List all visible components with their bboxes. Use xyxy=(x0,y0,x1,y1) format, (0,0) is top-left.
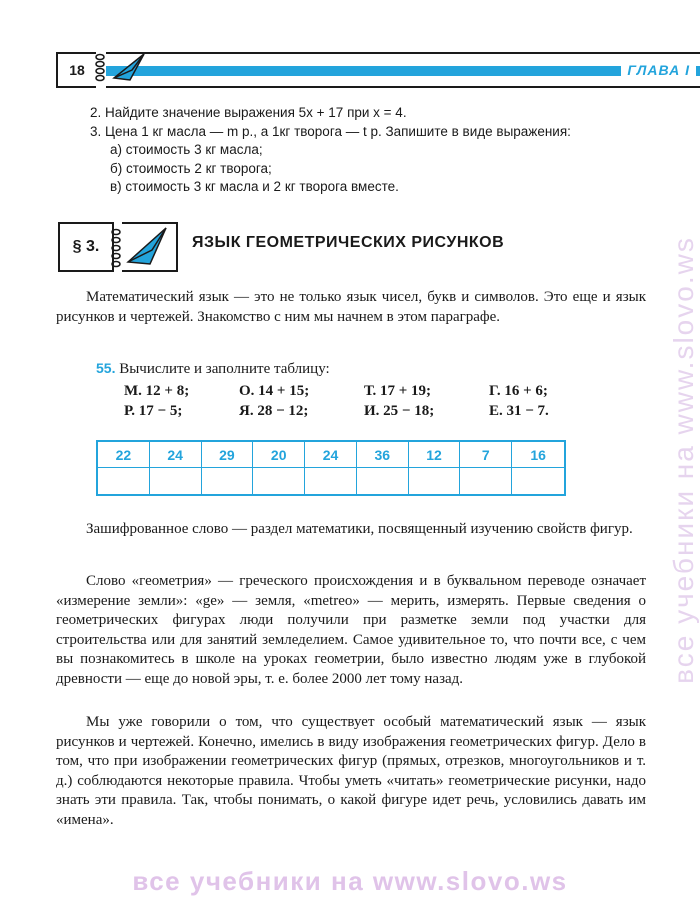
table-value-cell: 20 xyxy=(253,442,305,468)
expression: Я. 28 − 12; xyxy=(239,403,309,419)
section-icon-box xyxy=(122,222,178,272)
table-value-cell: 24 xyxy=(150,442,202,468)
spiral-binding-icon xyxy=(94,50,106,86)
expression-row-1 xyxy=(96,381,616,401)
task-3a: а) стоимость 3 кг масла; xyxy=(110,142,263,157)
exercise-number: 55. xyxy=(96,360,116,376)
table-answer-cell xyxy=(460,468,512,494)
table-value-cell: 29 xyxy=(202,442,254,468)
table-answer-cell xyxy=(202,468,254,494)
table-answer-cell xyxy=(305,468,357,494)
table-answer-cell xyxy=(357,468,409,494)
section-header xyxy=(58,222,618,272)
chapter-label: ГЛАВА I xyxy=(621,62,696,78)
table-answer-cell xyxy=(409,468,461,494)
expression: Р. 17 − 5; xyxy=(124,403,183,419)
task-3c: в) стоимость 3 кг масла и 2 кг творога вместе. xyxy=(110,179,399,194)
paragraph-intro: Математический язык — это не только язык чисел, букв и символов. Это еще и язык рисунков и чертежей. Знакомство с ним мы начнем в этом параграфе. xyxy=(56,289,646,325)
table-value-cell: 22 xyxy=(98,442,150,468)
table-answer-cell xyxy=(512,468,564,494)
expression: Г. 16 + 6; xyxy=(489,383,548,399)
paper-plane-icon xyxy=(112,52,146,82)
expression: О. 14 + 15; xyxy=(239,383,310,399)
paragraph-geometry-origin: Слово «геометрия» — греческого происхождения и в буквальном переводе означает «измерение земли»: «ge» — земля, «metreo» — мерить, измерять. Первые сведения о геометрических фигурах люди получили при разметке земли под участки для строительства или для занятий земледелием. Самое удивительное то, что почти все, с чем вы познакомитесь в школе на уроках геометрии, было известно людям уже в глубокой древности — еще до новой эры, т. е. более 2000 лет тому назад. xyxy=(56,573,646,687)
table-value-cell: 7 xyxy=(460,442,512,468)
task-3b: б) стоимость 2 кг творога; xyxy=(110,160,272,176)
header-stripe xyxy=(106,66,700,76)
paragraph-encoded-word: Зашифрованное слово — раздел математики, посвященный изучению свойств фигур. xyxy=(86,521,633,537)
expression: Е. 31 − 7. xyxy=(489,403,549,419)
task-2: 2. Найдите значение выражения 5x + 17 при x = 4. xyxy=(90,105,407,120)
side-watermark: все учебники на www.slovo.ws xyxy=(668,236,699,684)
page-header xyxy=(56,50,700,86)
exercise-55 xyxy=(96,358,616,421)
answer-table xyxy=(96,440,566,496)
task-3: 3. Цена 1 кг масла — m р., а 1кг творога — t р. Запишите в виде выражения: xyxy=(90,123,571,139)
table-value-cell: 24 xyxy=(305,442,357,468)
bottom-watermark: все учебники на www.slovo.ws xyxy=(132,866,568,896)
paper-plane-icon xyxy=(122,224,172,266)
table-answer-cell xyxy=(98,468,150,494)
expression: И. 25 − 18; xyxy=(364,403,435,419)
section-title: ЯЗЫК ГЕОМЕТРИЧЕСКИХ РИСУНКОВ xyxy=(192,234,505,251)
table-value-cell: 36 xyxy=(357,442,409,468)
expression: Т. 17 + 19; xyxy=(364,383,432,399)
table-value-cell: 12 xyxy=(409,442,461,468)
exercise-prompt: Вычислите и заполните таблицу: xyxy=(119,361,330,377)
table-answer-cell xyxy=(150,468,202,494)
expression: М. 12 + 8; xyxy=(124,383,190,399)
header-band xyxy=(106,52,700,88)
page-number: 18 xyxy=(56,52,96,88)
task-list xyxy=(90,104,610,197)
section-number: § 3. xyxy=(58,222,114,272)
expression-row-2 xyxy=(96,401,616,421)
paragraph-drawing-language: Мы уже говорили о том, что существует особый математический язык — язык рисунков и чертежей. Конечно, имелись в виду изображения геометрических фигур. Дело в том, что при изображении геометрических фигур (прямых, отрезков, многоугольников и т. д.) соблюдаются некоторые правила. Чтобы уметь «читать» геометрические рисунки, надо знать эти правила. Так, чтобы понимать, о какой фигуре идет речь, условились давать им «имена». xyxy=(56,714,646,828)
table-value-cell: 16 xyxy=(512,442,564,468)
table-answer-cell xyxy=(253,468,305,494)
spiral-binding-icon xyxy=(110,224,122,270)
